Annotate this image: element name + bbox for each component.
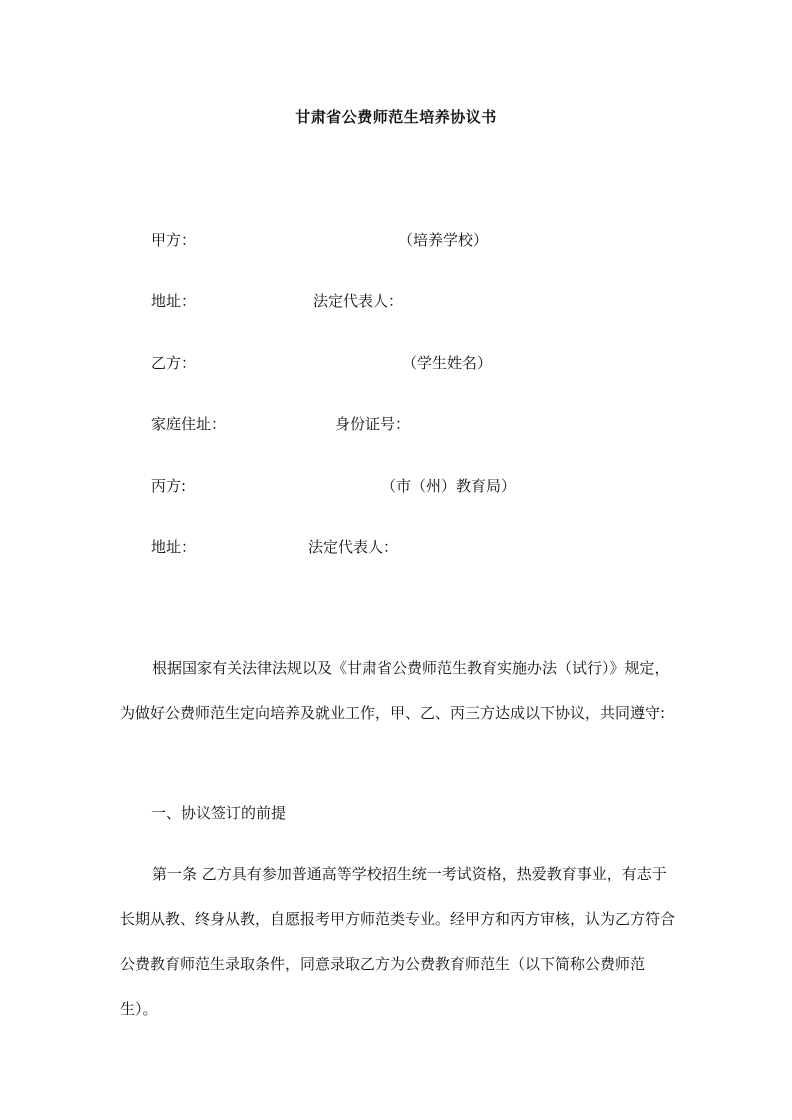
- party-b-label: 乙方：: [151, 354, 197, 372]
- party-c-address-label: 地址：: [151, 538, 197, 556]
- article-1-text: 第一条 乙方具有参加普通高等学校招生统一考试资格，热爱教育事业，有志于长期从教、终身从教，自愿报考甲方师范类专业。经甲方和丙方审核，认为乙方符合公费教育师范生录取条件，同意录取乙方为公费教育师范生（以下简称公费师范生）。: [120, 865, 676, 1018]
- article-1-paragraph: [120, 852, 680, 1032]
- party-a-address-label: 地址：: [151, 292, 197, 310]
- document-title: 甘肃省公费师范生培养协议书: [295, 108, 497, 126]
- party-b-note: （学生姓名）: [402, 354, 493, 372]
- party-b-id-label: 身份证号：: [335, 415, 411, 433]
- preamble-paragraph: [120, 646, 680, 736]
- party-c-label: 丙方:: [151, 477, 187, 495]
- party-b-address-label: 家庭住址：: [151, 415, 227, 433]
- party-a-label: 甲方：: [151, 231, 197, 249]
- party-a-rep-label: 法定代表人：: [313, 292, 404, 310]
- party-a-note: （培养学校）: [398, 231, 489, 249]
- party-c-rep-label: 法定代表人：: [308, 538, 399, 556]
- section-heading: 一、协议签订的前提: [151, 804, 287, 822]
- preamble-text: 根据国家有关法律法规以及《甘肃省公费师范生教育实施办法（试行）》规定，为做好公费师范生定向培养及就业工作，甲、乙、丙三方达成以下协议，共同遵守:: [120, 659, 670, 722]
- party-c-note: （市（州）教育局）: [381, 477, 517, 495]
